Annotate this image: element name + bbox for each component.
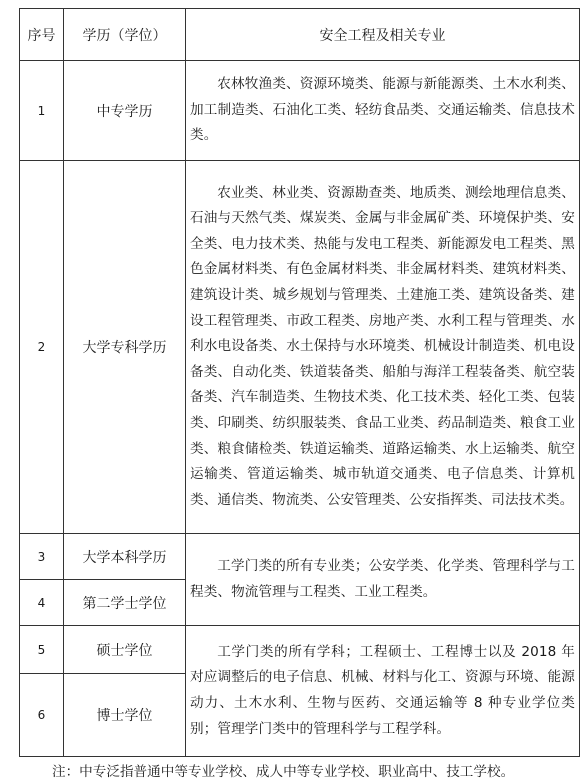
- header-seq: 序号: [20, 9, 64, 61]
- table-header-row: [20, 9, 580, 61]
- row-seq: 1: [20, 61, 64, 161]
- table-row: [20, 534, 580, 580]
- row-majors: 农业类、林业类、资源勘查类、地质类、测绘地理信息类、石油与天然气类、煤炭类、金属与非金属矿类、环境保护类、安全类、电力技术类、热能与发电工程类、新能源发电工程类、黑色金属材料类、有色金属材料类、非金属材料类、建筑材料类、建筑设计类、城乡规划与管理类、土建施工类、建筑设备类、建设工程管理类、市政工程类、房地产类、水利工程与管理类、水利水电设备类、水土保持与水环境类、机械设计制造类、机电设备类、自动化类、铁道装备类、船舶与海洋工程装备类、航空装备类、汽车制造类、生物技术类、化工技术类、轻化工类、包装类、印刷类、纺织服装类、食品工业类、药品制造类、粮食工业类、粮食储检类、铁道运输类、道路运输类、水上运输类、航空运输类、管道运输类、城市轨道交通类、电子信息类、计算机类、通信类、物流类、公安管理类、公安指挥类、司法技术类。: [186, 161, 580, 534]
- row-seq: 4: [20, 580, 64, 626]
- header-degree: 学历（学位）: [64, 9, 186, 61]
- table-row: [20, 61, 580, 161]
- row-degree: 中专学历: [64, 61, 186, 161]
- row-degree: 硕士学位: [64, 626, 186, 674]
- row-majors: 农林牧渔类、资源环境类、能源与新能源类、土木水利类、加工制造类、石油化工类、轻纺食品类、交通运输类、信息技术类。: [186, 61, 580, 161]
- row-seq: 3: [20, 534, 64, 580]
- row-degree: 博士学位: [64, 674, 186, 757]
- table-row: [20, 626, 580, 674]
- row-seq: 2: [20, 161, 64, 534]
- row-seq: 6: [20, 674, 64, 757]
- header-majors: 安全工程及相关专业: [186, 9, 580, 61]
- row-degree: 第二学士学位: [64, 580, 186, 626]
- row-degree: 大学专科学历: [64, 161, 186, 534]
- row-seq: 5: [20, 626, 64, 674]
- row-degree: 大学本科学历: [64, 534, 186, 580]
- group-5-6-majors: 工学门类的所有学科；工程硕士、工程博士以及 2018 年对应调整后的电子信息、机械、材料与化工、资源与环境、能源动力、土木水利、生物与医药、交通运输等 8 种专业学位类别；管理学门类中的管理科学与工程学科。: [186, 626, 580, 757]
- majors-table: [19, 8, 580, 757]
- group-3-4-majors: 工学门类的所有专业类；公安学类、化学类、管理科学与工程类、物流管理与工程类、工业工程类。: [186, 534, 580, 626]
- footnote: 注：中专泛指普通中等专业学校、成人中等专业学校、职业高中、技工学校。: [52, 764, 515, 780]
- table-row: [20, 161, 580, 534]
